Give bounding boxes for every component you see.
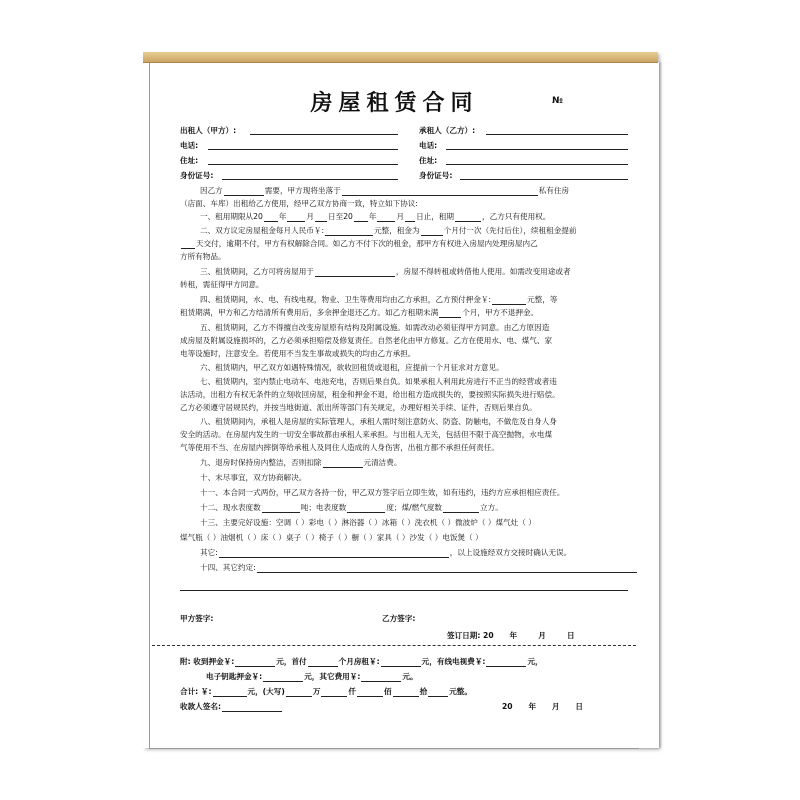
clause-text-segment: 日至20 [328, 212, 353, 221]
fill-in-blank[interactable] [263, 673, 303, 682]
clause-text-segment: 日 [567, 631, 575, 640]
clause-13-line-3 [200, 548, 571, 558]
clause-2-line-1 [200, 226, 577, 236]
clause-text-segment: 租赁期满，甲方和乙方结清所有费用后，多余押金退还乙方。如乙方租期未满 [180, 308, 439, 317]
fill-in-blank[interactable] [393, 688, 419, 697]
fill-in-blank[interactable] [439, 309, 461, 318]
lessee-name-field[interactable] [486, 134, 628, 135]
clause-text-segment: 月 [551, 702, 560, 711]
lessee-label: 承租人（乙方）: [419, 126, 476, 135]
clause-text-segment: 元，(大写) [247, 687, 285, 696]
fill-in-blank[interactable] [181, 240, 195, 249]
clause-text-segment: ，乙方只有使用权。 [482, 212, 551, 221]
lessor-address-label: 住址: [180, 156, 199, 165]
fill-in-blank[interactable] [257, 564, 637, 573]
serial-number-label: № [552, 96, 563, 106]
lessee-address-label: 住址: [419, 156, 438, 165]
fill-in-blank[interactable] [381, 658, 421, 667]
fill-in-blank[interactable] [323, 459, 363, 468]
clause-5-line-1: 五、租赁期间，乙方不得擅自改变房屋原有结构及附属设施。如需改动必须征得甲方同意。由乙方原因造 [200, 323, 550, 332]
clause-13-line-2: 煤气瓶（ ）油烟机（ ）床（ ）桌子（ ）椅子（ ）橱（ ）家具（ ）沙发（ ）电饭煲（ ） [180, 533, 483, 542]
pad-binding-strip [143, 52, 658, 63]
clause-text-segment: 其它: [200, 548, 218, 557]
clause-text-segment: 天交付，逾期不付，甲方有权解除合同。如乙方不付下次的租金，那甲方有权进入房屋内处理房屋内乙 [196, 239, 538, 248]
clause-text-segment: 万 [312, 687, 321, 696]
fill-in-blank[interactable] [492, 296, 526, 305]
clause-text-segment: 年 [368, 212, 377, 221]
clause-text-segment: 度；煤/燃气度数 [386, 503, 443, 512]
pad-page-edge [638, 62, 659, 748]
other-terms-line[interactable] [180, 590, 628, 591]
fill-in-blank[interactable] [361, 673, 401, 682]
clause-text-segment: 元。 [402, 672, 418, 681]
clause-text-segment: 元，首付 [276, 657, 307, 666]
receipt-line-2 [206, 672, 418, 682]
clause-text-segment: 签订日期: 20 [447, 631, 494, 640]
clause-2-line-2 [180, 239, 538, 249]
clause-text-segment: 收款人签名: [180, 702, 222, 711]
clause-text-segment: 年 [528, 702, 537, 711]
clause-3-line-2: 转租，需征得甲方同意。 [180, 280, 264, 289]
contract-sheet [149, 62, 639, 749]
fill-in-blank[interactable] [421, 227, 443, 236]
clause-13-line-1: 十三、主要完好设施：空调（ ）彩电（ ）淋浴器（ ）冰箱（ ）洗衣机（ ）微波炉（ ）煤气灶（ ） [200, 518, 536, 527]
clause-8-line-3: 气等使用不当、在房屋内摔倒等给承租人及同住人造成的人身伤害，出租方都不承担任何责任。 [180, 443, 499, 452]
clause-text-segment: 年 [278, 212, 287, 221]
fill-in-blank[interactable] [486, 658, 526, 667]
clause-text-segment: 个月付一次（先付后住），续租租金提前 [443, 226, 577, 235]
fill-in-blank[interactable] [287, 213, 305, 222]
receipt-total [180, 687, 472, 697]
fill-in-blank[interactable] [347, 504, 385, 513]
lessee-id-field[interactable] [460, 179, 628, 180]
payee-signature [180, 702, 283, 712]
fill-in-blank[interactable] [264, 213, 278, 222]
clause-text-segment: 20 [502, 702, 513, 711]
fill-in-blank[interactable] [354, 213, 368, 222]
lessor-phone-field[interactable] [208, 149, 398, 150]
clause-8-line-2: 安全的活动。在房屋内发生的一切安全事故都由承租人来承担。与出租人无关，包括但不限于高空抛物，水电煤 [180, 430, 553, 439]
clause-text-segment: 十二、现水表度数 [200, 503, 261, 512]
clause-7-line-3: 乙方必须遵守居规民约，并按当地街道、派出所等部门有关规定，办理好相关手续、证件，否则后果自负。 [180, 403, 537, 412]
clause-5-line-3: 电等设施时，注意安全。若使用不当发生事故或损失的均由乙方承担。 [180, 349, 416, 358]
clause-text-segment: 电子钥匙押金￥: [206, 672, 263, 681]
clause-text-segment: 个月房租￥: [338, 657, 380, 666]
fill-in-blank[interactable] [219, 549, 449, 558]
fill-in-blank[interactable] [222, 703, 282, 712]
receipt-line-1 [180, 657, 543, 667]
clause-text-segment: 元清洁费。 [363, 458, 402, 467]
clause-text-segment: 日止，租期 [416, 212, 455, 221]
clause-2-line-3: 方所有物品。 [180, 252, 226, 261]
clause-text-segment: 拾 [419, 687, 428, 696]
clause-text-segment: 一、租用期限从20 [200, 212, 263, 221]
clause-text-segment: 个月，甲方不退押金。 [462, 308, 539, 317]
purpose-blank[interactable] [224, 187, 264, 196]
clause-text-segment: 三、租赁期间，乙方可将房屋用于 [200, 267, 314, 276]
clause-text-segment: 立方。 [480, 503, 503, 512]
fill-in-blank[interactable] [321, 688, 347, 697]
clause-text-segment: 仟 [348, 687, 357, 696]
clause-8-line-1: 八、租赁期间内，承租人是房屋的实际管理人，承租人需时刻注意防火、防盗、防触电，不做危及自身人身 [200, 417, 557, 426]
property-location-blank[interactable] [342, 187, 538, 196]
fill-in-blank[interactable] [235, 658, 275, 667]
clause-text-segment: 十四、其它约定: [200, 563, 256, 572]
clause-14 [200, 563, 638, 573]
clause-text-segment: 元，有线电视费￥: [421, 657, 486, 666]
clause-text-segment: 月 [396, 212, 405, 221]
lessor-name-field[interactable] [250, 134, 398, 135]
clause-6: 六、租赁期内，甲乙双方如遇特殊情况，欲收回租赁或退租，应提前一个月征求对方意见。 [200, 363, 504, 372]
party-b-signature-label: 乙方签字: [382, 614, 416, 623]
fill-in-blank[interactable] [315, 268, 395, 277]
lessor-phone-label: 电话: [180, 141, 199, 150]
clause-text-segment: 需要，甲方现将坐落于 [264, 186, 341, 195]
fill-in-blank[interactable] [428, 688, 448, 697]
lessee-address-field[interactable] [446, 164, 628, 165]
clause-text-segment: 合计: ￥: [180, 687, 212, 696]
fill-in-blank[interactable] [315, 213, 327, 222]
clause-12 [200, 503, 503, 513]
clause-text-segment: 元， [527, 657, 543, 666]
clause-7-line-2: 法活动，出租方有权无条件的立刻收回房屋，租金和押金不退，给出租方造成损失的，要按照实际损失进行赔偿。 [180, 390, 560, 399]
receipt-date [502, 702, 583, 712]
clause-4-line-1 [200, 295, 558, 305]
clause-text-segment: 佰 [384, 687, 392, 696]
clause-3-line-1 [200, 267, 571, 277]
clause-1 [200, 212, 550, 222]
clause-text-segment: 四、租赁期间，水、电、有线电视，物业、卫生等费用均由乙方承担，乙方预付押金￥: [200, 295, 492, 304]
clause-text-segment: 元，其它费用￥: [304, 672, 361, 681]
fill-in-blank[interactable] [443, 504, 479, 513]
clause-text-segment: 年 [509, 631, 518, 640]
clause-text-segment: ，以上设施经双方交接时确认无误。 [449, 548, 572, 557]
clause-9 [200, 458, 401, 468]
fill-in-blank[interactable] [308, 658, 338, 667]
fill-in-blank[interactable] [455, 213, 481, 222]
clause-text-segment: 九、退房时保持房内整洁，否则扣除 [200, 458, 322, 467]
lessor-label: 出租人（甲方）: [180, 126, 237, 135]
lessor-id-field[interactable] [222, 179, 398, 180]
party-a-signature-label: 甲方签字: [180, 614, 214, 623]
clause-7-line-1: 七、租赁期内，室内禁止电动车、电池充电，否则后果自负。如果承租人利用此房进行不正当的经营或者违 [200, 377, 557, 386]
clause-text-segment: 月 [306, 212, 315, 221]
fill-in-blank[interactable] [286, 688, 312, 697]
clause-text-segment: 月 [538, 631, 546, 640]
clause-text-segment: 元整，租金为 [374, 226, 420, 235]
clause-text-segment: 私有住房 [538, 186, 570, 195]
lessee-id-label: 身份证号: [419, 171, 453, 180]
intro-line-2: （店面、车库）出租给乙方使用，经甲乙双方协商一致，特立如下协议: [180, 199, 418, 208]
clause-text-segment: 元整，等 [527, 295, 558, 304]
lessee-phone-field[interactable] [446, 149, 628, 150]
clause-11: 十一、本合同一式两份，甲乙双方各持一份，甲乙双方签字后立即生效，如有违约，违约方应承担相应责任。 [200, 488, 565, 497]
fill-in-blank[interactable] [377, 213, 395, 222]
clause-10: 十、未尽事宜，双方协商解决。 [200, 473, 307, 482]
lessor-id-label: 身份证号: [180, 171, 214, 180]
signing-date [447, 631, 575, 641]
clause-4-line-2 [180, 308, 538, 318]
lessee-phone-label: 电话: [419, 141, 438, 150]
clause-text-segment: 吨；电表度数 [300, 503, 347, 512]
clause-text-segment: ，房屋不得转租或转借他人使用。如需改变用途或者 [395, 267, 571, 276]
clause-text-segment: 元整。 [449, 687, 472, 696]
clause-text-segment: 二、双方议定房屋租金每月人民币￥: [200, 226, 325, 235]
intro-line-1 [200, 186, 569, 196]
tear-off-line [152, 645, 636, 646]
lessor-address-field[interactable] [208, 164, 398, 165]
clause-text-segment: 附: 收到押金￥: [180, 657, 235, 666]
clause-5-line-2: 成房屋及附属设施损坏的，乙方必须承担赔偿及修复责任。自然老化由甲方修复。乙方在使用水、电、煤气、家 [180, 336, 553, 345]
contract-title: 房屋租赁合同 [310, 90, 479, 116]
fill-in-blank[interactable] [357, 688, 383, 697]
fill-in-blank[interactable] [325, 227, 373, 236]
fill-in-blank[interactable] [405, 213, 415, 222]
fill-in-blank[interactable] [213, 688, 247, 697]
fill-in-blank[interactable] [262, 504, 300, 513]
clause-text-segment: 日 [575, 702, 583, 711]
clause-text-segment: 因乙方 [200, 186, 223, 195]
